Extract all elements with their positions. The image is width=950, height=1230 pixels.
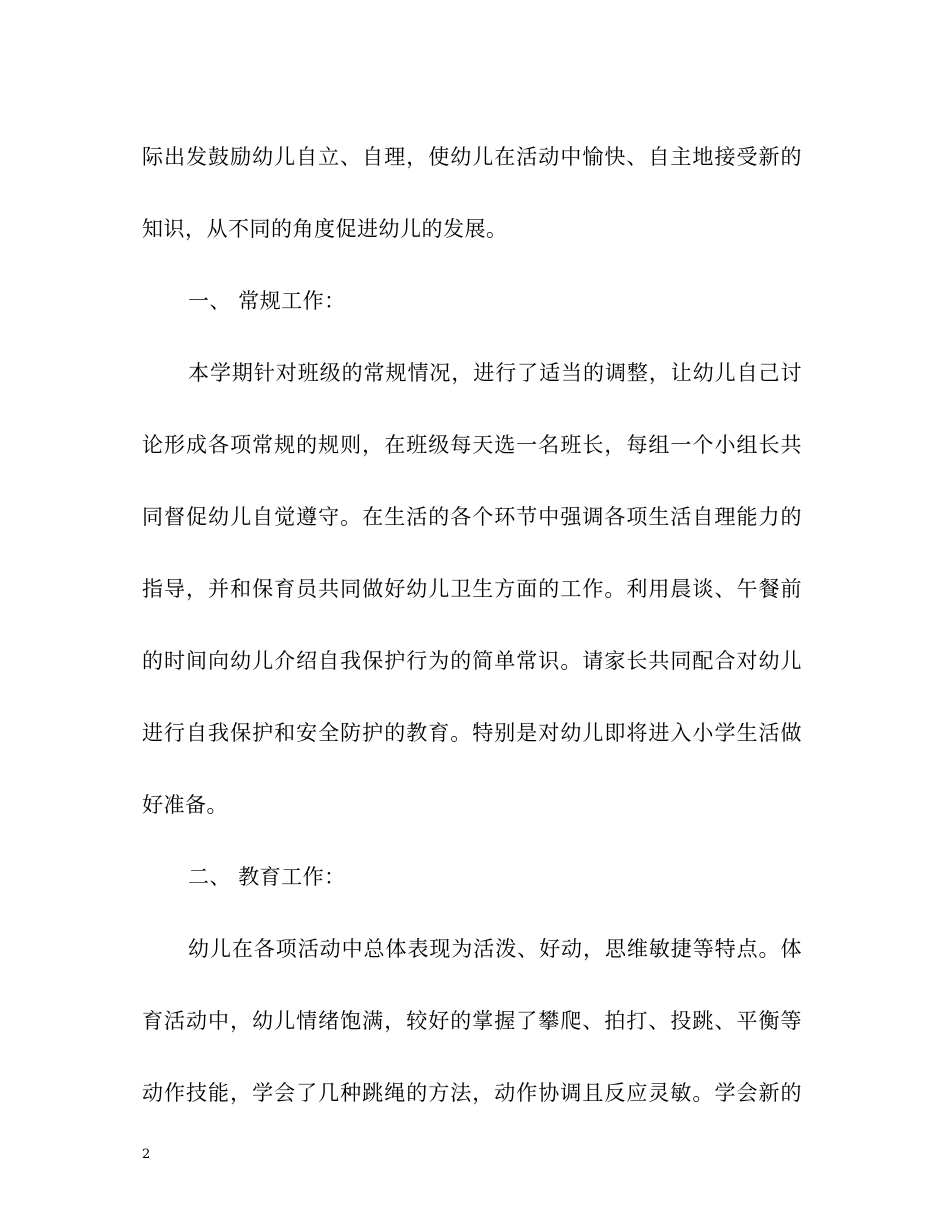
text-line-10: 好准备。 <box>142 793 228 817</box>
text-line-6: 同督促幼儿自觉遵守。在生活的各个环节中强调各项生活自理能力的 <box>142 505 802 529</box>
section-heading-education-work: 二、 教育工作： <box>188 865 346 889</box>
text-line-5: 论形成各项常规的规则，在班级每天选一名班长，每组一个小组长共 <box>142 433 802 457</box>
text-line-7: 指导，并和保育员共同做好幼儿卫生方面的工作。利用晨谈、午餐前 <box>142 577 802 601</box>
text-line-1: 际出发鼓励幼儿自立、自理，使幼儿在活动中愉快、自主地接受新的 <box>142 145 802 169</box>
page-number: 2 <box>142 1147 151 1162</box>
text-line-9: 进行自我保护和安全防护的教育。特别是对幼儿即将进入小学生活做 <box>142 721 802 745</box>
text-line-14: 动作技能，学会了几种跳绳的方法，动作协调且反应灵敏。学会新的 <box>142 1081 802 1105</box>
text-line-4: 本学期针对班级的常规情况，进行了适当的调整，让幼儿自己讨 <box>188 361 802 385</box>
text-line-8: 的时间向幼儿介绍自我保护行为的简单常识。请家长共同配合对幼儿 <box>142 649 802 673</box>
section-heading-routine-work: 一、 常规工作： <box>188 289 346 313</box>
text-line-13: 育活动中，幼儿情绪饱满，较好的掌握了攀爬、拍打、投跳、平衡等 <box>142 1009 802 1033</box>
text-line-12: 幼儿在各项活动中总体表现为活泼、好动，思维敏捷等特点。体 <box>188 937 802 961</box>
text-line-2: 知识，从不同的角度促进幼儿的发展。 <box>142 217 508 241</box>
